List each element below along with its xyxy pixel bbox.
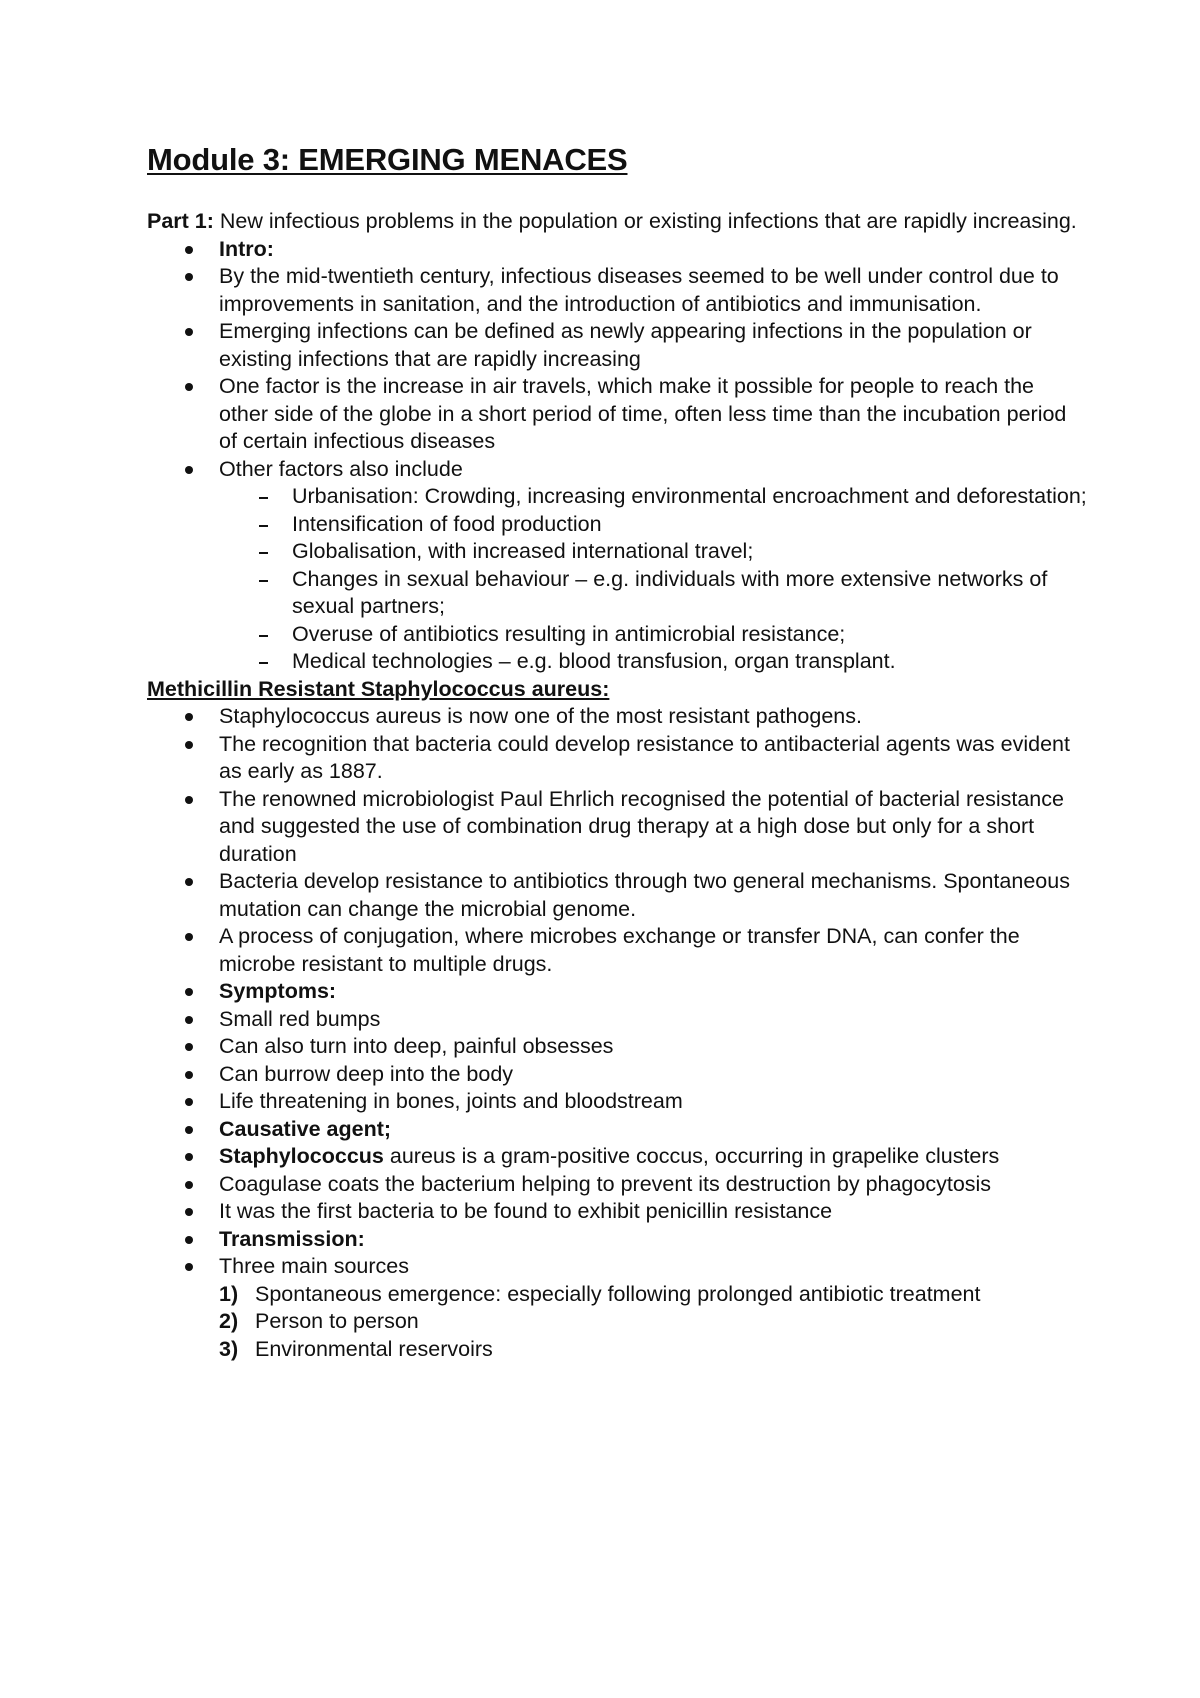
list-item-text: Can also turn into deep, painful obsesses	[219, 1034, 614, 1058]
list-item	[147, 1143, 1087, 1171]
intro-list	[147, 236, 1087, 484]
list-number: 3)	[219, 1336, 239, 1361]
page-title: Module 3: EMERGING MENACES	[147, 142, 628, 177]
part1-text: New infectious problems in the population or existing infections that are rapidly increasing.	[213, 209, 1077, 233]
list-item	[147, 1253, 1087, 1281]
part1-paragraph	[147, 208, 1087, 236]
list-item-text: By the mid-twentieth century, infectious diseases seemed to be well under control due to improvements in sanitation, and the introduction of antibiotics and immunisation.	[219, 264, 1059, 316]
list-item-text: The renowned microbiologist Paul Ehrlich recognised the potential of bacterial resistance and suggested the use of combination drug therapy at a high dose but only for a short duration	[219, 786, 1064, 866]
list-item	[147, 456, 1087, 484]
list-item-text: Three main sources	[219, 1254, 409, 1278]
list-item	[147, 731, 1087, 786]
list-item-text: Can burrow deep into the body	[219, 1061, 514, 1086]
part1-label: Part 1:	[147, 209, 214, 233]
list-item-text: Bacteria develop resistance to antibiotics through two general mechanisms. Spontaneous mutation can change the microbial genome.	[219, 869, 1070, 921]
list-item	[147, 236, 1087, 264]
list-item	[147, 621, 1087, 649]
list-item-text: Other factors also include	[219, 456, 463, 481]
list-item	[147, 1226, 1087, 1254]
list-item-text: Spontaneous emergence: especially following prolonged antibiotic treatment	[255, 1281, 981, 1306]
list-item-text: A process of conjugation, where microbes exchange or transfer DNA, can confer the microbe resistant to multiple drugs.	[219, 924, 1020, 976]
list-item	[147, 263, 1087, 318]
list-item	[147, 868, 1087, 923]
intro-heading: Intro:	[219, 236, 274, 261]
list-item	[147, 1061, 1087, 1089]
list-item-text: aureus is a gram-positive coccus, occurring in grapelike clusters	[383, 1144, 1000, 1168]
list-item	[147, 1116, 1087, 1144]
list-item-text: Medical technologies – e.g. blood transfusion, organ transplant.	[292, 649, 896, 673]
list-item-text: Emerging infections can be defined as newly appearing infections in the population or existing infections that are rapidly increasing	[219, 319, 1032, 371]
list-item	[147, 1336, 1087, 1364]
list-item	[147, 703, 1087, 731]
list-item-text: Urbanisation: Crowding, increasing environmental encroachment and deforestation;	[292, 484, 1087, 508]
list-item-text: Small red bumps	[219, 1006, 381, 1031]
mrsa-list	[147, 703, 1087, 1281]
list-item	[147, 1033, 1087, 1061]
list-item	[147, 511, 1087, 539]
symptoms-heading: Symptoms:	[219, 979, 337, 1003]
list-item	[147, 978, 1087, 1006]
list-item	[147, 1198, 1087, 1226]
list-item	[147, 1281, 1087, 1309]
list-item-text: Changes in sexual behaviour – e.g. individuals with more extensive networks of sexual partners;	[292, 566, 1048, 618]
list-item	[147, 1308, 1087, 1336]
document-content	[147, 140, 1087, 1363]
list-item-text: Intensification of food production	[292, 511, 602, 536]
list-item-text: It was the first bacteria to be found to exhibit penicillin resistance	[219, 1199, 833, 1223]
list-item	[147, 566, 1087, 621]
list-item	[147, 648, 1087, 676]
list-item-lead: Staphylococcus	[219, 1144, 384, 1168]
list-item	[147, 1088, 1087, 1116]
list-item	[147, 786, 1087, 869]
list-item-text: Environmental reservoirs	[255, 1336, 493, 1361]
list-item	[147, 1006, 1087, 1034]
list-item-text: Staphylococcus aureus is now one of the most resistant pathogens.	[219, 704, 862, 728]
causative-agent-heading: Causative agent;	[219, 1116, 392, 1141]
list-item	[147, 1171, 1087, 1199]
list-item-text: Life threatening in bones, joints and bloodstream	[219, 1089, 683, 1113]
list-item-text: Coagulase coats the bacterium helping to prevent its destruction by phagocytosis	[219, 1171, 992, 1196]
list-item-text: Globalisation, with increased international travel;	[292, 539, 754, 563]
list-item	[147, 373, 1087, 456]
list-item	[147, 483, 1087, 511]
list-item	[147, 923, 1087, 978]
factors-list	[147, 483, 1087, 676]
list-number: 2)	[219, 1309, 239, 1333]
list-item-text: One factor is the increase in air travels, which make it possible for people to reach the other side of the globe in a short period of time, often less time than the incubation period of certain infectious diseases	[219, 374, 1067, 453]
list-item-text: The recognition that bacteria could develop resistance to antibacterial agents was evident as early as 1887.	[219, 731, 1070, 783]
mrsa-heading: Methicillin Resistant Staphylococcus aureus:	[147, 676, 610, 701]
list-item	[147, 318, 1087, 373]
list-number: 1)	[219, 1281, 239, 1306]
sources-list	[147, 1281, 1087, 1364]
list-item-text: Person to person	[255, 1309, 419, 1333]
list-item	[147, 538, 1087, 566]
transmission-heading: Transmission:	[219, 1226, 365, 1251]
list-item-text: Overuse of antibiotics resulting in antimicrobial resistance;	[292, 621, 846, 646]
